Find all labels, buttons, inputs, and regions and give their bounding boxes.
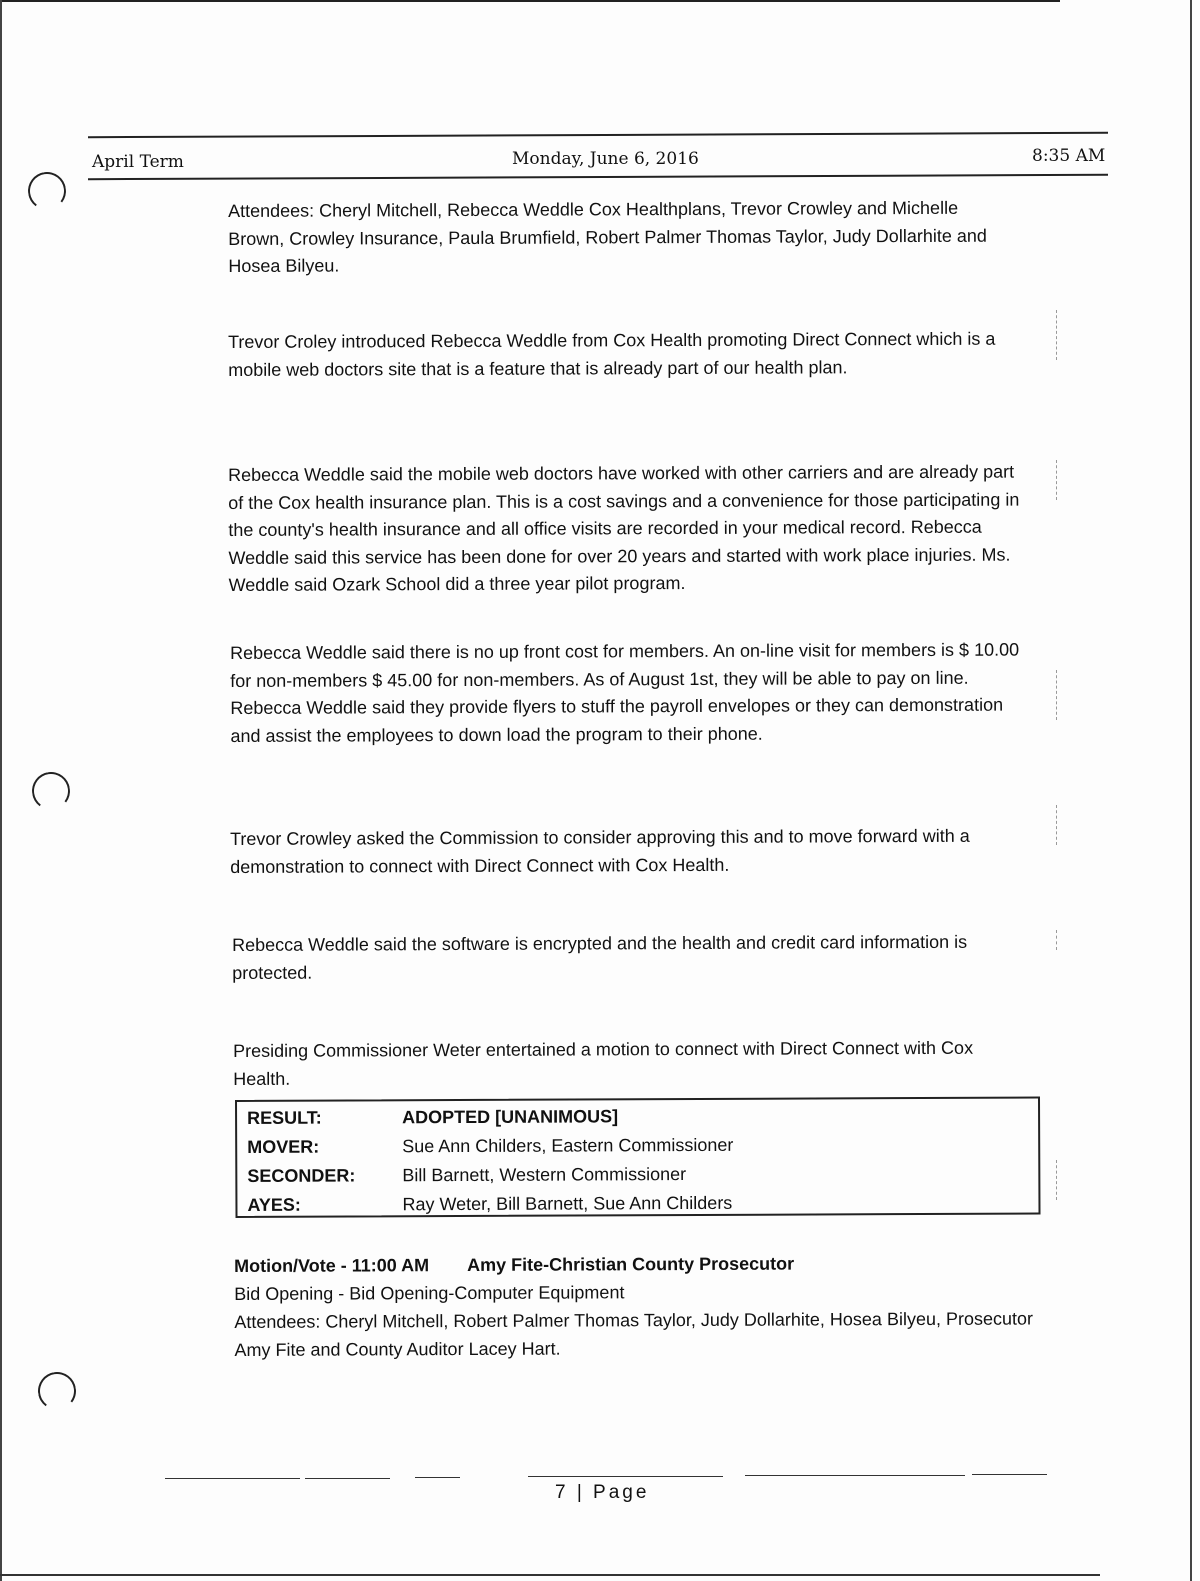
result-row [247, 1101, 1027, 1132]
agenda-item-presenter: Amy Fite-Christian County Prosecutor [467, 1253, 795, 1275]
header-rule-bottom [88, 174, 1108, 180]
paragraph-costs [230, 636, 1035, 750]
paragraph-security [232, 929, 992, 987]
punch-hole-top [26, 170, 69, 213]
scan-mark [1056, 930, 1057, 950]
ayes-value: Ray Weter, Bill Barnett, Sue Ann Childers [402, 1192, 733, 1215]
seconder-label: SECONDER: [247, 1165, 356, 1186]
page-edge-bottom [0, 1574, 1100, 1576]
paragraph-text: Presiding Commissioner Weter entertained a motion to connect with Direct Connect with Cox Health. [233, 1037, 974, 1089]
vote-result-table [235, 1096, 1041, 1218]
mover-label: MOVER: [247, 1136, 320, 1157]
mover-row [247, 1130, 1027, 1161]
agenda-item-heading [234, 1248, 1054, 1280]
footer-rule [745, 1475, 965, 1476]
punch-hole-bottom [36, 1370, 79, 1413]
paragraph-text: Trevor Croley introduced Rebecca Weddle from Cox Health promoting Direct Connect which is a mobile web doctors site that is a feature that is already part of our health plan. [228, 328, 996, 380]
header-term: April Term [92, 152, 184, 172]
ayes-label: AYES: [247, 1194, 301, 1215]
paragraph-motion [233, 1035, 1023, 1093]
header-date: Monday, June 6, 2016 [512, 149, 699, 169]
paragraph-text: Rebecca Weddle said the software is encrypted and the health and credit card information is protected. [232, 931, 968, 983]
footer-rule [415, 1477, 460, 1478]
footer-rule [165, 1478, 300, 1479]
ayes-row [247, 1188, 1027, 1219]
header-rule-top [88, 132, 1108, 138]
result-value: ADOPTED [UNANIMOUS] [402, 1106, 619, 1128]
page-edge-right [1190, 0, 1192, 1581]
paragraph-attendees [228, 195, 1008, 281]
page-edge-left [0, 0, 2, 1581]
scan-mark [1056, 310, 1057, 360]
bid-value: Bid Opening-Computer Equipment [349, 1282, 625, 1304]
paragraph-text: Rebecca Weddle said there is no up front cost for members. An on-line visit for members is $ 10.00 for non-members $ 45.00 for non-members. As of August 1st, they will be able to pay on line. Rebecca Weddle said they provide flyers to stuff the payroll envelopes or they can demonstration and assist the employees to down load the program to their phone. [230, 639, 1020, 746]
scan-mark [1056, 805, 1057, 845]
scan-mark [1056, 670, 1057, 720]
paragraph-introduction [228, 326, 1018, 384]
footer-rule [972, 1474, 1047, 1475]
seconder-row [247, 1159, 1027, 1190]
agenda-item-attendees: Attendees: Cheryl Mitchell, Robert Palmer Thomas Taylor, Judy Dollarhite, Hosea Bilyeu, Prosecutor Amy Fite and County Auditor Lacey Hart. [234, 1308, 1034, 1360]
page-edge-top [0, 0, 1060, 2]
scan-mark [1056, 460, 1057, 500]
footer-rule [528, 1476, 723, 1477]
agenda-item-bid-opening [234, 1248, 1054, 1364]
agenda-item-type-time: Motion/Vote - 11:00 AM [234, 1255, 430, 1276]
mover-value: Sue Ann Childers, Eastern Commissioner [402, 1134, 734, 1157]
paragraph-text: Trevor Crowley asked the Commission to consider approving this and to move forward with a demonstration to connect with Direct Connect with Cox Health. [230, 825, 970, 877]
punch-hole-middle [30, 770, 73, 813]
page-number: 7 | Page [555, 1482, 650, 1503]
scan-mark [1056, 1160, 1057, 1200]
result-label: RESULT: [247, 1107, 322, 1128]
paragraph-text: Rebecca Weddle said the mobile web doctors have worked with other carriers and are already part of the Cox health insurance plan. This is a cost savings and a convenience for those participating in the county's health insurance and all office visits are recorded in your medical record. Rebecca Weddle said this service has been done for over 20 years and started with work place injuries. Ms. Weddle said Ozark School did a three year pilot program. [228, 461, 1020, 595]
seconder-value: Bill Barnett, Western Commissioner [402, 1164, 687, 1186]
paragraph-service-description [228, 458, 1034, 599]
bid-label: Bid Opening - [234, 1283, 345, 1304]
agenda-item-bid-line [234, 1276, 1054, 1308]
paragraph-request [230, 823, 1030, 881]
header-time: 8:35 AM [1032, 146, 1106, 166]
paragraph-text: Attendees: Cheryl Mitchell, Rebecca Weddle Cox Healthplans, Trevor Crowley and Michelle Brown, Crowley Insurance, Paula Brumfield, Robert Palmer Thomas Taylor, Judy Dollarhite and Hosea Bilyeu. [228, 197, 987, 276]
footer-rule [305, 1478, 390, 1479]
